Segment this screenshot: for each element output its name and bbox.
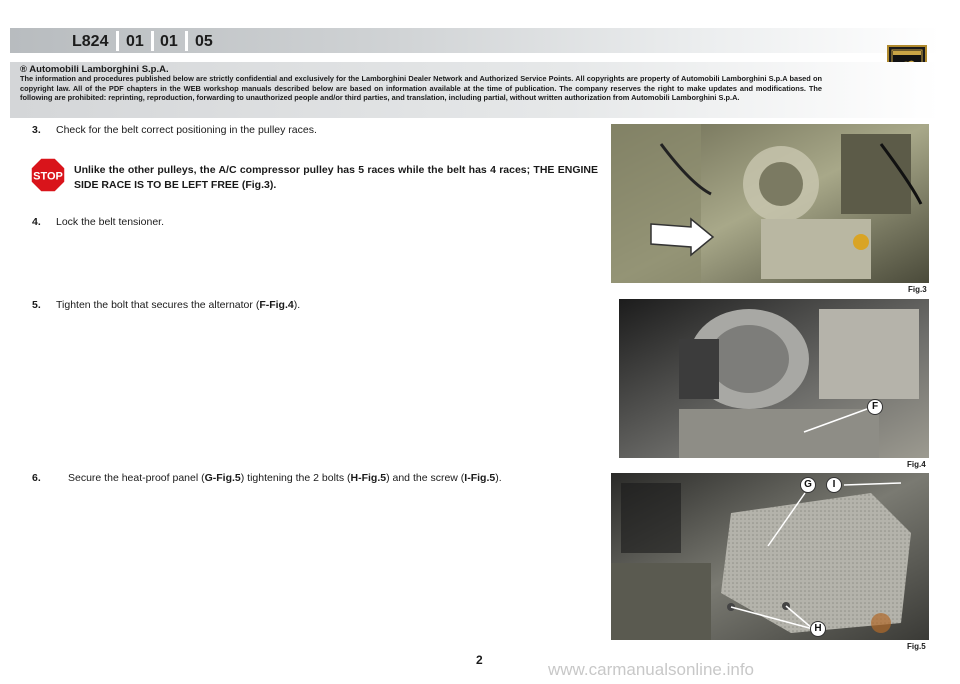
step-text: Secure the heat-proof panel (G-Fig.5) tightening the 2 bolts (H-Fig.5) and the screw (I-Fig.5). [68, 472, 502, 484]
doc-code-section: 05 [195, 33, 213, 50]
step-number: 4. [32, 216, 41, 228]
step-number: 6. [32, 472, 41, 484]
doc-code-model: L824 [72, 33, 109, 50]
header-separator [116, 31, 119, 51]
step-text: Lock the belt tensioner. [56, 216, 164, 228]
callout-f: F [867, 399, 883, 415]
fig-reference: F-Fig.4 [259, 299, 294, 311]
copyright-title: ® Automobili Lamborghini S.p.A. [20, 64, 169, 75]
warning-text: Unlike the other pulleys, the A/C compressor pulley has 5 races while the belt has 4 races; THE ENGINE SIDE RACE IS TO BE LEFT FREE (Fig.3). [74, 164, 598, 191]
step-text: Check for the belt correct positioning in the pulley races. [56, 124, 317, 136]
doc-code-subgroup: 01 [160, 33, 178, 50]
fig-reference: H-Fig.5 [350, 472, 387, 484]
stop-label: STOP [33, 170, 63, 183]
callout-h: H [810, 621, 826, 637]
fig5-label: Fig.5 [907, 642, 926, 651]
fig4-photo [619, 299, 929, 458]
fig3-photo [611, 124, 929, 283]
header-separator [185, 31, 188, 51]
step-number: 5. [32, 299, 41, 311]
fig-reference: G-Fig.5 [204, 472, 241, 484]
fig3-label: Fig.3 [908, 285, 927, 294]
fig-reference: I-Fig.5 [464, 472, 496, 484]
header-separator [151, 31, 154, 51]
stop-sign-icon [30, 157, 66, 193]
step-text: Tighten the bolt that secures the alternator (F-Fig.4). [56, 299, 301, 311]
page-number: 2 [476, 653, 483, 667]
callout-g: G [800, 477, 816, 493]
fig4-label: Fig.4 [907, 460, 926, 469]
copyright-notice: The information and procedures published below are strictly confidential and exclusively for the Lamborghini Dealer Network and Authorized Service Points. All copyrights are property of Automobili Lamborghini S.p.A based on copyright law. All of the PDF chapters in the WEB workshop manuals described below are based on information available at the time of publication. The company reserves the right to make updates and modifications. The following are prohibited: reprinting, reproduction, forwarding to unauthorized people and/or third parties, and translation, including partial, without written authorization from Automobili Lamborghini S.p.A. [20, 74, 822, 103]
header-band [10, 28, 940, 53]
watermark: www.carmanualsonline.info [548, 660, 754, 679]
doc-code-group: 01 [126, 33, 144, 50]
fig5-photo [611, 473, 929, 640]
callout-i: I [826, 477, 842, 493]
step-number: 3. [32, 124, 41, 136]
